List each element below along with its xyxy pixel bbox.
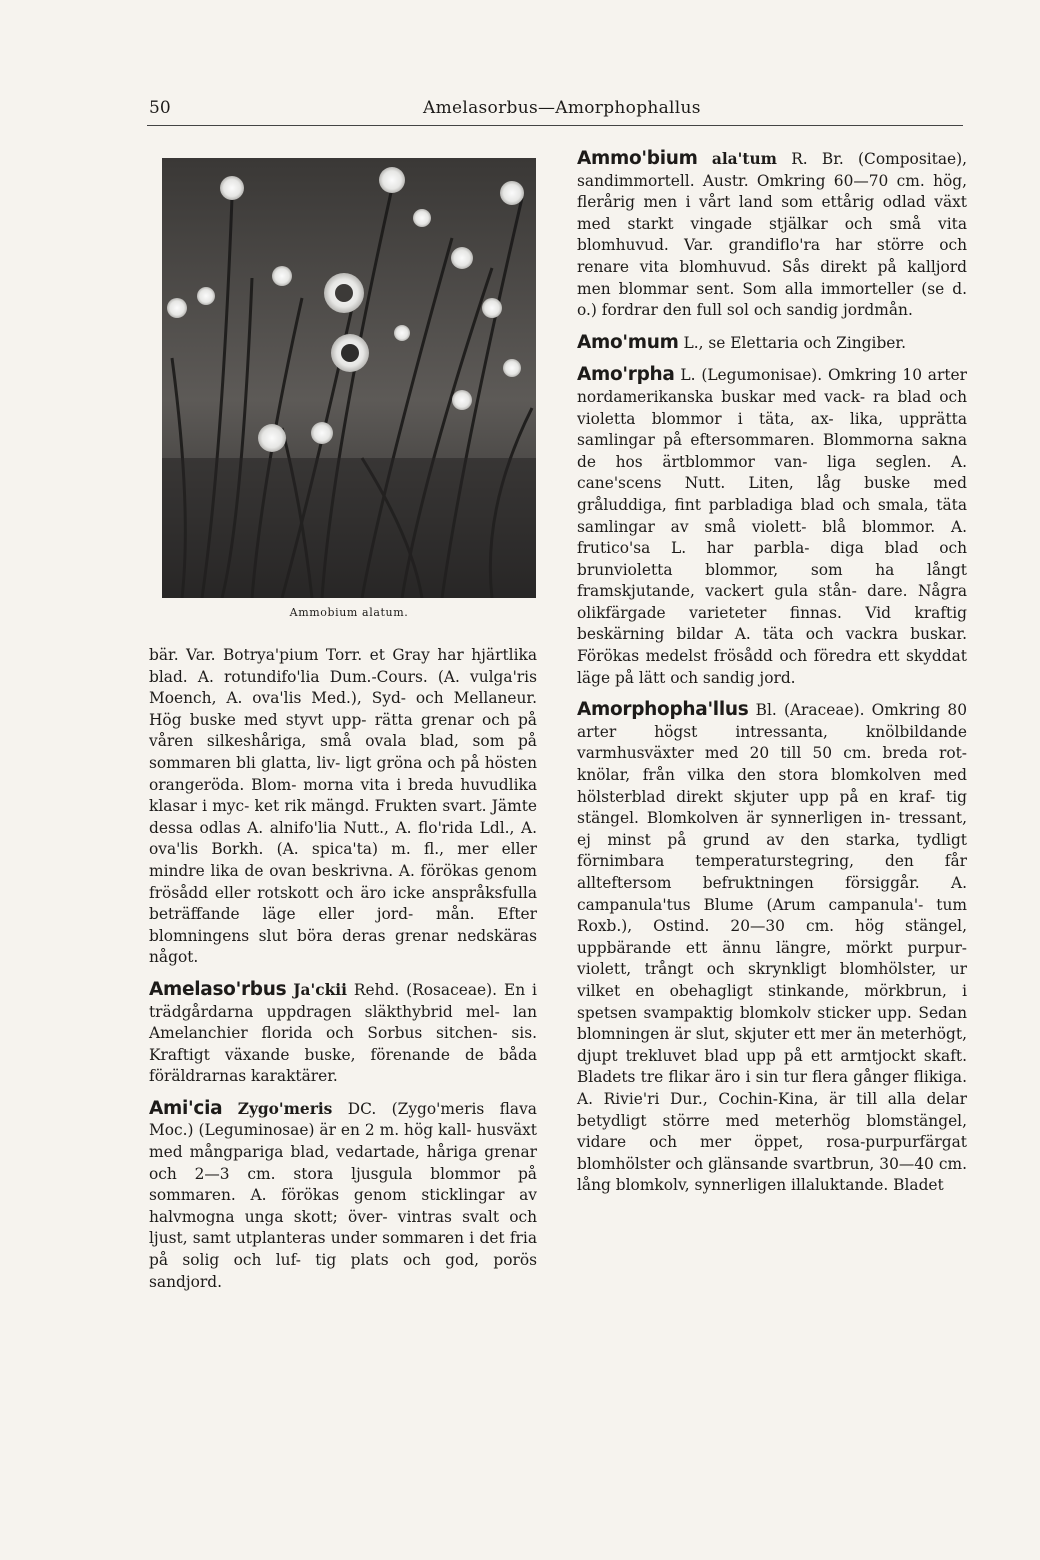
entry-species: ala'tum bbox=[711, 150, 777, 168]
entry-headword: Amorphopha'llus bbox=[577, 699, 749, 721]
entry-text: Rehd. (Rosaceae). En i trädgårdarna uppdragen släkthybrid mel- lan Amelanchier florida och Sorbus sitchen- sis. Kraftigt växande buske, förenande de båda föräldrarnas karaktärer. bbox=[149, 980, 537, 1086]
flower-photo-illustration bbox=[162, 158, 536, 598]
continued-text: bär. Var. Botrya'pium Torr. et Gray har hjärtlika blad. A. rotundifo'lia Dum.-Cours. (A. vulga'ris Moench, A. ova'lis Med.), Syd- och Mellaneur. Hög buske med styvt upp- rätta grenar och på våren silkeshåriga, små ovala blad, som på sommaren bli glatta, liv- ligt gröna och på hösten orangeröda. Blom- morna vita i breda huvudlika klasar i myc- ket rik mängd. Frukten svart. Jämte dessa odlas A. alnifo'lia Nutt., A. flo'rida Ldl., A. ova'lis Borkh. (A. spica'ta) m. fl., mer eller mindre lika de ovan beskrivna. A. förökas genom frösådd eller rotskott och äro icke anspråksfulla beträffande läge eller jord- mån. Efter blomningens slut böra deras grenar nedskäras något. bbox=[149, 646, 537, 967]
running-head: Amelasorbus—Amorphophallus bbox=[423, 98, 701, 118]
left-column bbox=[149, 645, 537, 1303]
entry-amomum bbox=[577, 332, 967, 355]
header-rule bbox=[147, 125, 963, 126]
entry-headword: Amo'rpha bbox=[577, 364, 675, 386]
entry-amorpha bbox=[577, 364, 967, 689]
entry-species: Ja'ckii bbox=[293, 980, 347, 999]
entry-headword: Amelaso'rbus bbox=[149, 978, 287, 1000]
entry-amicia bbox=[149, 1098, 537, 1293]
page-number: 50 bbox=[149, 98, 171, 118]
right-column bbox=[577, 148, 967, 1207]
figure-caption: Ammobium alatum. bbox=[289, 606, 409, 619]
entry-headword: Ammo'bium bbox=[577, 148, 698, 169]
entry-text: DC. (Zygo'meris flava Moc.) (Leguminosae) är en 2 m. hög kall- husväxt med mångpariga blad, vedartade, håriga grenar och 2—3 cm. stora ljusgula blommor på sommaren. A. förökas genom sticklingar av halvmogna unga skott; över- vintras svalt och ljust, samt utplanteras under sommaren i det fria på solig och luf- tig plats och god, porös sandjord. bbox=[149, 1099, 537, 1291]
entry-text: Bl. (Araceae). Omkring 80 arter högst intressanta, knölbildande varmhusväxter med 20 till 50 cm. breda rot- knölar, från vilka den stora blomkolven med hölsterblad direkt skjuter upp på en kraf- tig stängel. Blomkolven är synnerligen in- tressant, ej minst på grund av den starka, tydligt förnimbara temperaturstegring, den får allteftersom befruktningen försiggår. A. campanula'tus Blume (Arum campanula'- tum Roxb.), Ostind. 20—30 cm. hög stängel, uppbärande ett ännu längre, mörkt purpur- violett, trångt och skrynkligt blomhölster, ur vilket en obehagligt stinkande, mörkbrun, i spetsen svampaktig blomkolv sticker upp. Sedan blomningen är slut, skjuter ett mer än meterhögt, djupt trekluvet blad upp på ett armtjockt skaft. Bladets tre flikar äro i sin tur flera gånger flikiga. A. Rivie'ri Dur., Cochin-Kina, är till alla delar betydligt större med meterhög blomstängel, vidare och mer öppet, rosa-purpurfärgat blomhölster och glänsande svartbrun, 30—40 cm. lång blomkolv, synnerligen illaluktande. Bladet bbox=[577, 701, 967, 1195]
entry-ammobium bbox=[577, 148, 967, 322]
entry-headword: Ami'cia bbox=[149, 1097, 223, 1119]
entry-amelasorbus bbox=[149, 979, 537, 1088]
entry-headword: Amo'mum bbox=[577, 331, 679, 353]
entry-text: L. (Legumonisae). Omkring 10 arter nordamerikanska buskar med vack- ra blad och violetta blommor i täta, ax- lika, upprätta samlingar på eftersommaren. Blommorna sakna de hos ärtblommor van- liga seglen. A. cane'scens Nutt. Liten, låg buske med gråluddiga, fint parbladiga blad och smala, täta samlingar av små violett- blå blommor. A. frutico'sa L. har parbla- diga blad och brunvioletta blommor, som ha långt framskjutande, vackert gula stån- dare. Några olikfärgade varieteter finnas. Vid kraftig beskärning bildar A. täta och vackra buskar. Förökas medelst frösådd och föredra ett skyddat läge på lätt och sandig jord. bbox=[577, 366, 967, 687]
entry-amorphophallus bbox=[577, 699, 967, 1197]
figure-photo bbox=[162, 158, 536, 598]
entry-text: L., se Elettaria och Zingiber. bbox=[683, 333, 906, 352]
entry-text: R. Br. (Compositae), sandimmortell. Austr. Omkring 60—70 cm. hög, flerårig men i vårt land som ettårig odlad växt med starkt vingade stjälkar och små vita blomhuvud. Var. grandiflo'ra har större och renare vita blomhuvud. Sås direkt på kalljord men blommar sent. Som alla immorteller (se d. o.) fordrar den full sol och sandig jordmån. bbox=[577, 150, 967, 320]
entry-species: Zygo'meris bbox=[237, 1099, 333, 1118]
